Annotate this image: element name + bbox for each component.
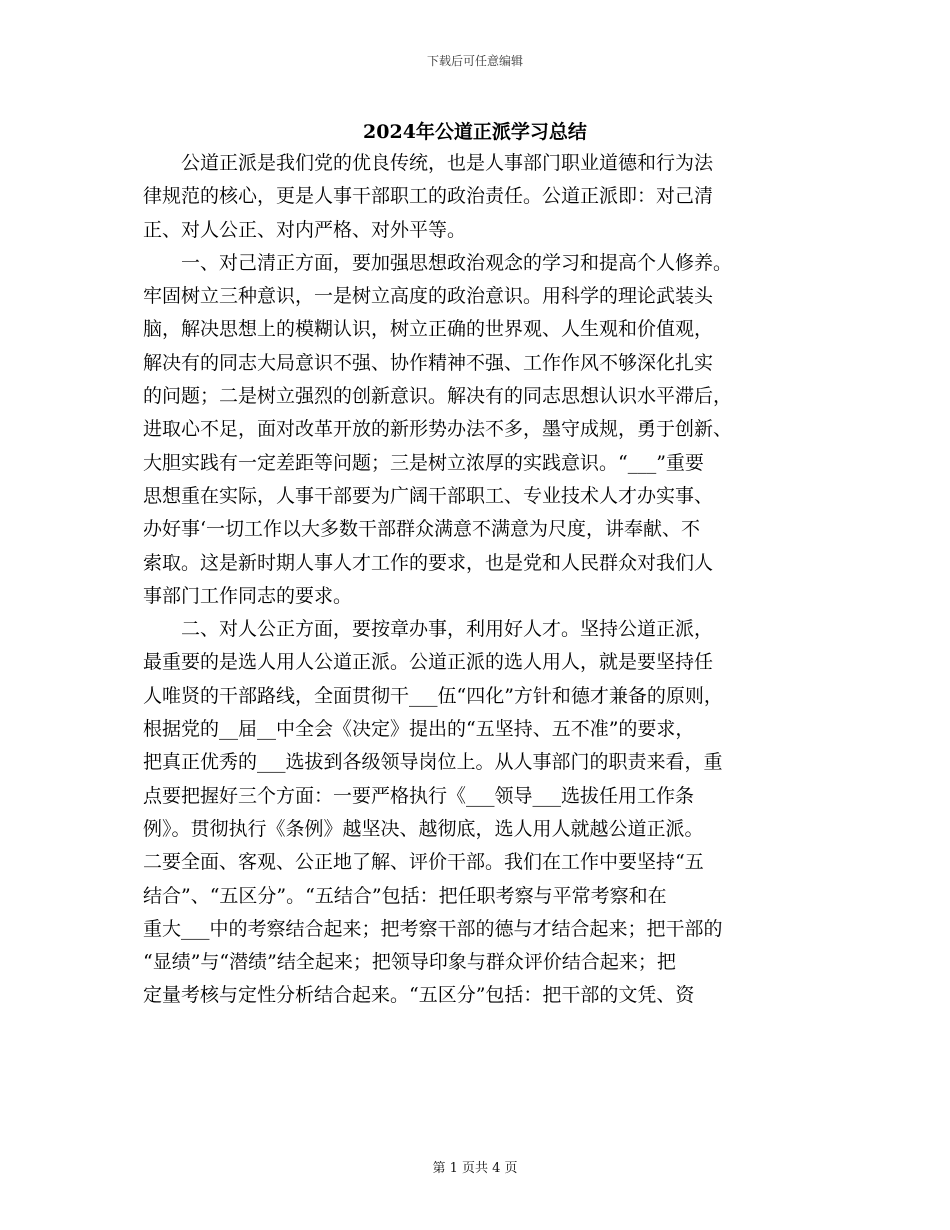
text-line: 点要把握好三个方面：一要严格执行《___领导___选拔任用工作条: [143, 784, 695, 807]
text-line: 思想重在实际，人事干部要为广阔干部职工、专业技术人才办实事、: [143, 484, 714, 507]
text-line: 结合”、“五区分”。“五结合”包括：把任职考察与平常考察和在: [143, 884, 667, 907]
text-line: 重大___中的考察结合起来；把考察干部的德与才结合起来；把干部的: [143, 917, 723, 940]
text-line: 公道正派是我们党的优良传统，也是人事部门职业道德和行为法: [143, 152, 714, 174]
text-line: 解决有的同志大局意识不强、协作精神不强、工作作风不够深化扎实: [143, 351, 714, 374]
text-line: 正、对人公正、对内严格、对外平等。: [143, 218, 467, 241]
text-line: 律规范的核心，更是人事干部职工的政治责任。公道正派即：对己清: [143, 185, 714, 208]
text-line: 二、对人公正方面，要按章办事，利用好人才。坚持公道正派，: [143, 618, 714, 641]
text-line: 事部门工作同志的要求。: [143, 584, 353, 607]
text-line: “显绩”与“潜绩”结全起来；把领导印象与群众评价结合起来；把: [143, 951, 676, 974]
page-header: 下载后可任意编辑: [426, 54, 523, 68]
text-line: 人唯贤的干部路线，全面贯彻干___伍“四化”方针和德才兼备的原则，: [143, 684, 723, 707]
text-line: 脑，解决思想上的模糊认识，树立正确的世界观、人生观和价值观，: [143, 318, 714, 341]
document-body: [143, 147, 813, 1013]
text-line: 的问题；二是树立强烈的创新意识。解决有的同志思想认识水平滞后，: [143, 385, 733, 408]
text-line: 例》。贯彻执行《条例》越坚决、越彻底，选人用人就越公道正派。: [143, 817, 704, 840]
document-title: 2024年公道正派学习总结: [363, 121, 587, 143]
text-line: 一、对己清正方面，要加强思想政治观念的学习和提高个人修养。: [143, 251, 733, 274]
text-line: 定量考核与定性分析结合起来。“五区分”包括：把干部的文凭、资: [143, 984, 695, 1007]
page-footer: 第 1 页共 4 页: [432, 1161, 518, 1176]
text-line: 根据党的__届__中全会《决定》提出的“五坚持、五不准”的要求，: [143, 718, 695, 741]
text-line: 二要全面、客观、公正地了解、评价干部。我们在工作中要坚持“五: [143, 851, 704, 874]
text-line: 进取心不足，面对改革开放的新形势办法不多，墨守成规，勇于创新、: [143, 418, 733, 441]
text-line: 大胆实践有一定差距等问题；三是树立浓厚的实践意识。“___”重要: [143, 451, 704, 474]
text-line: 索取。这是新时期人事人才工作的要求，也是党和人民群众对我们人: [143, 551, 714, 574]
text-line: 牢固树立三种意识，一是树立高度的政治意识。用科学的理论武装头: [143, 285, 714, 308]
text-line: 办好事‘一切工作以大多数干部群众满意不满意为尺度，讲奉献、不: [143, 518, 701, 541]
text-line: 最重要的是选人用人公道正派。公道正派的选人用人，就是要坚持任: [143, 651, 714, 674]
text-line: 把真正优秀的___选拔到各级领导岗位上。从人事部门的职责来看，重: [143, 751, 723, 774]
